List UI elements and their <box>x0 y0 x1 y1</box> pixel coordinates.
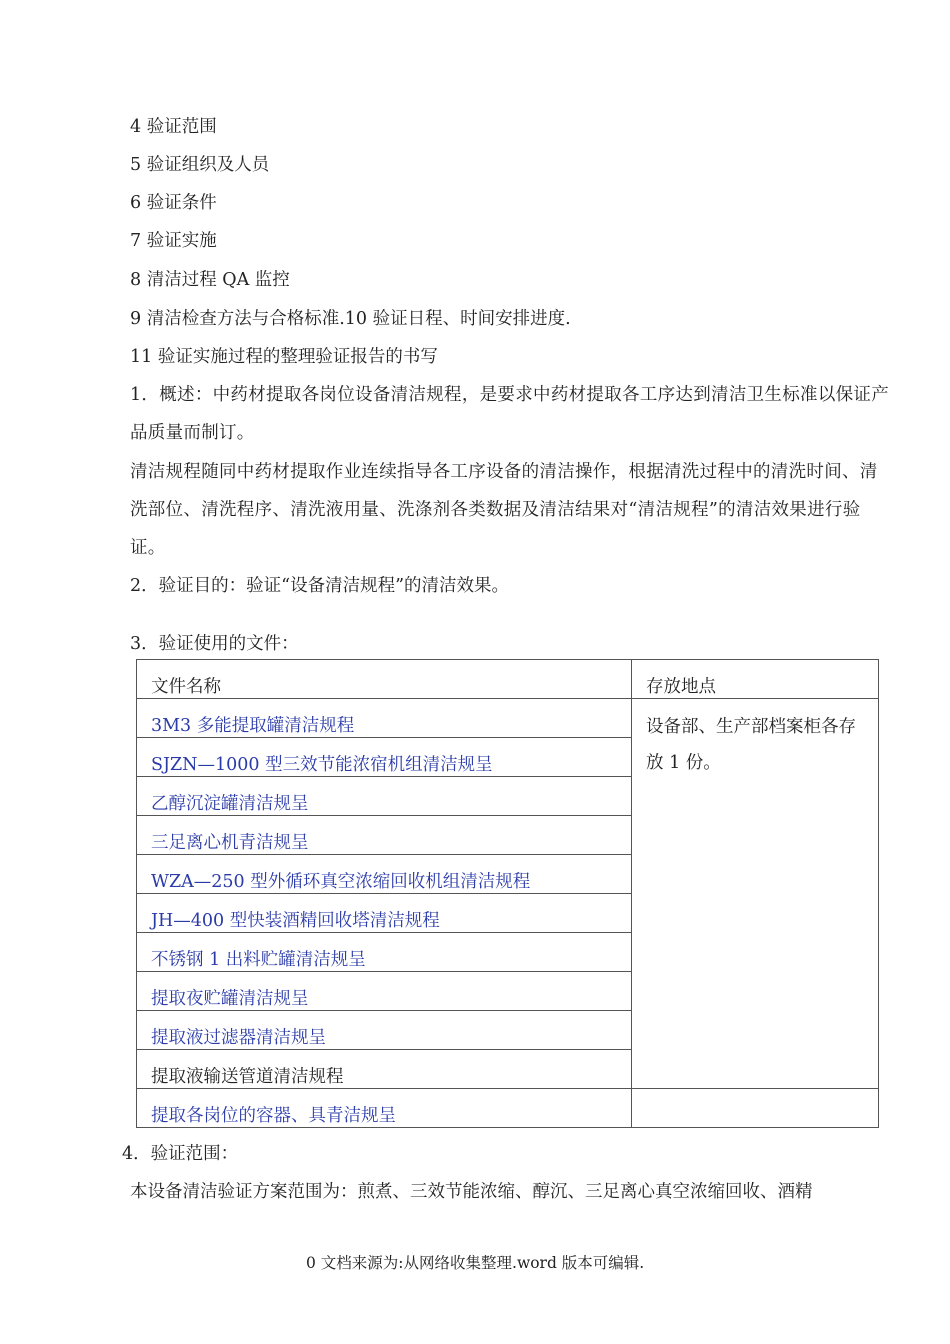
file-cell[interactable]: 乙醇沉淀罐清洁规呈 <box>137 777 632 816</box>
file-cell[interactable]: 三足离心机青洁规呈 <box>137 816 632 855</box>
toc-item-5: 5 验证组织及人员 <box>130 155 270 175</box>
file-cell[interactable]: 提取各岗位的容器、具青洁规呈 <box>137 1089 632 1128</box>
toc-item-7: 7 验证实施 <box>130 231 217 251</box>
table-header-row <box>137 660 879 699</box>
file-cell[interactable]: SJZN—1000 型三效节能浓宿机组清洁规呈 <box>137 738 632 777</box>
page-footer: 0 文档来源为:从网络收集整理.word 版本可编辑. <box>306 1254 645 1272</box>
toc-item-6: 6 验证条件 <box>130 193 217 213</box>
file-cell: 提取液输送管道清洁规程 <box>137 1050 632 1089</box>
overview-paragraph-2: 清洁规程随同中药材提取作业连续指导各工序设备的清洁操作，根据清洗过程中的清洗时间、清洗部位、清洗程序、清洗液用量、洗涤剂各类数据及清洁结果对“清洁规程”的清洁效果进行验证。 <box>130 462 878 558</box>
table-row <box>137 699 879 738</box>
toc-item-11: 11 验证实施过程的整理验证报告的书写 <box>130 347 438 367</box>
file-cell[interactable]: 提取夜贮罐清洁规呈 <box>137 972 632 1011</box>
header-location: 存放地点 <box>632 660 879 699</box>
header-file-name: 文件名称 <box>137 660 632 699</box>
file-cell[interactable]: WZA—250 型外循环真空浓缩回收机组清洁规程 <box>137 855 632 894</box>
scope-heading: 4．验证范围： <box>122 1144 239 1164</box>
overview-paragraph: 1．概述：中药材提取各岗位设备清洁规程，是要求中药材提取各工序达到清洁卫生标准以保证产品质量而制订。 <box>130 385 890 443</box>
empty-location-cell <box>632 1089 879 1128</box>
purpose-paragraph: 2．验证目的：验证“设备清洁规程”的清洁效果。 <box>130 576 510 596</box>
location-cell: 设备部、生产部档案柜各存放 1 份。 <box>632 699 879 1089</box>
file-cell[interactable]: JH—400 型快装酒精回收塔清洁规程 <box>137 894 632 933</box>
toc-item-8: 8 清洁过程 QA 监控 <box>130 270 290 290</box>
toc-item-9-10: 9 清洁检查方法与合格标准.10 验证日程、时间安排进度. <box>130 309 571 329</box>
documents-heading: 3．验证使用的文件： <box>130 634 299 654</box>
toc-item-4: 4 验证范围 <box>130 117 217 137</box>
file-cell[interactable]: 提取液过滤器清洁规呈 <box>137 1011 632 1050</box>
table-row <box>137 1089 879 1128</box>
file-cell[interactable]: 3M3 多能提取罐清洁规程 <box>137 699 632 738</box>
file-cell[interactable]: 不锈钢 1 出料贮罐清洁规呈 <box>137 933 632 972</box>
scope-paragraph: 本设备清洁验证方案范围为：煎煮、三效节能浓缩、醇沉、三足离心真空浓缩回收、酒精 <box>130 1182 813 1202</box>
documents-table <box>136 659 879 1128</box>
